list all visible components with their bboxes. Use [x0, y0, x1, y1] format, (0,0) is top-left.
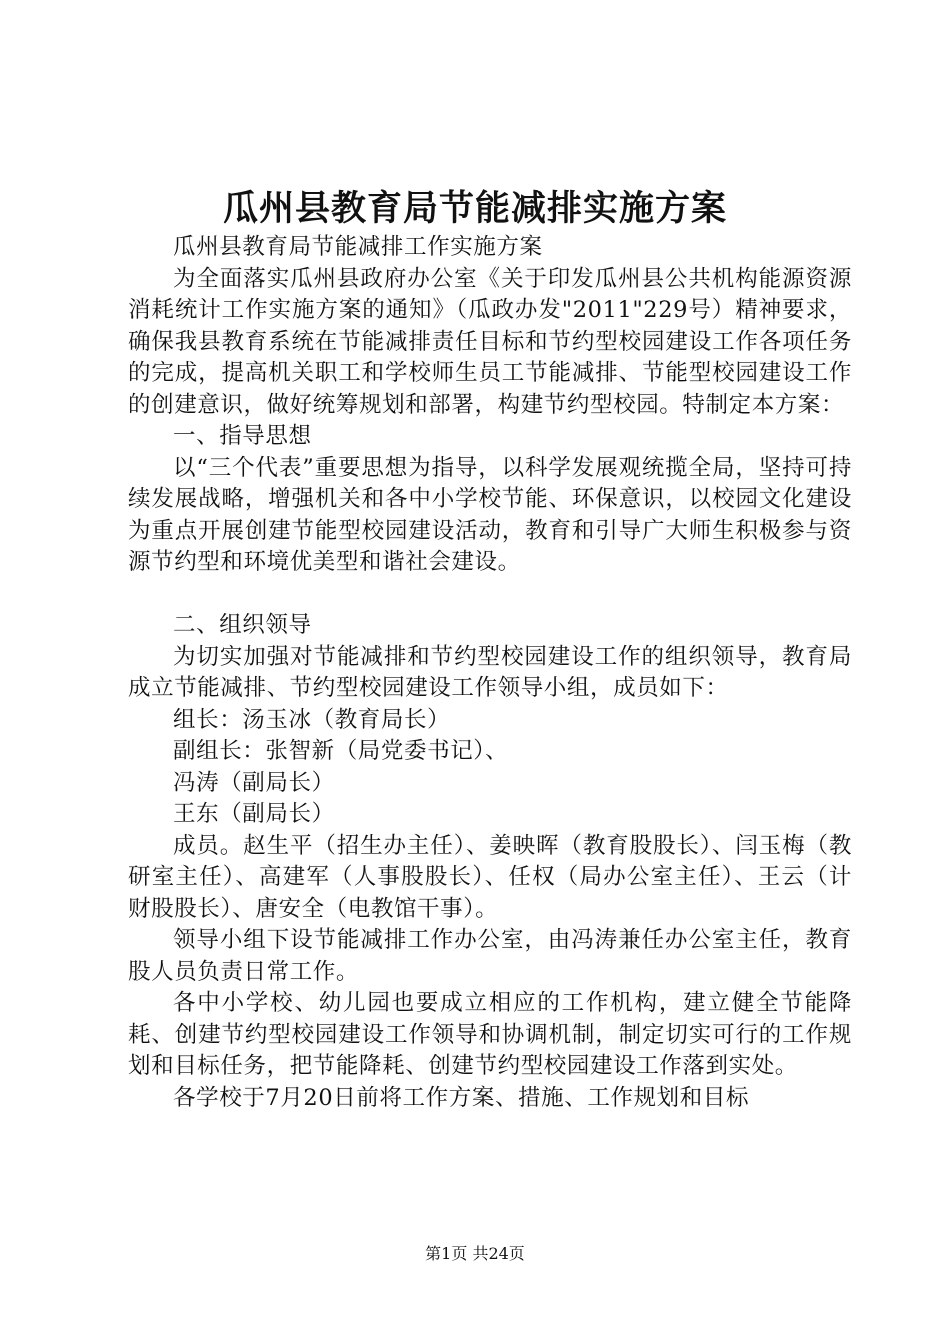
body-paragraph: 领导小组下设节能减排工作办公室，由冯涛兼任办公室主任，教育股人员负责日常工作。 [128, 927, 852, 985]
body-paragraph: 各中小学校、幼儿园也要成立相应的工作机构，建立健全节能降耗、创建节约型校园建设工作领导和协调机制，制定切实可行的工作规划和目标任务，把节能降耗、创建节约型校园建设工作落到实处。 [128, 990, 852, 1079]
section-heading: 二、组织领导 [173, 612, 312, 638]
body-paragraph: 为切实加强对节能减排和节约型校园建设工作的组织领导，教育局成立节能减排、节约型校园建设工作领导小组，成员如下： [128, 643, 852, 701]
page-number: 第1页 共24页 [425, 1244, 525, 1263]
member-line: 冯涛（副局长） [173, 769, 335, 796]
body-paragraph: 为全面落实瓜州县政府办公室《关于印发瓜州县公共机构能源资源消耗统计工作实施方案的通知》（瓜政办发"2011"229号）精神要求，确保我县教育系统在节能减排责任目标和节约型校园建设工作各项任务的完成，提高机关职工和学校师生员工节能减排、节能型校园建设工作的创建意识，做好统筹规划和部署，构建节约型校园。特制定本方案： [128, 265, 852, 418]
member-line: 副组长：张智新（局党委书记）、 [173, 738, 509, 764]
body-paragraph: 各学校于7月20日前将工作方案、措施、工作规划和目标 [173, 1084, 750, 1111]
document-body [128, 232, 852, 1114]
member-line: 组长：汤玉冰（教育局长） [173, 706, 451, 733]
subtitle-paragraph: 瓜州县教育局节能减排工作实施方案 [173, 234, 543, 260]
body-paragraph: 成员。赵生平（招生办主任）、姜映晖（教育股股长）、闫玉梅（教研室主任）、高建军（人事股股长）、任权（局办公室主任）、王云（计财股股长）、唐安全（电教馆干事）。 [128, 832, 852, 922]
body-paragraph: 以“三个代表”重要思想为指导，以科学发展观统揽全局，坚持可持续发展战略，增强机关和各中小学校节能、环保意识，以校园文化建设为重点开展创建节能型校园建设活动，教育和引导广大师生积极参与资源节约型和环境优美型和谐社会建设。 [128, 454, 852, 575]
member-line: 王东（副局长） [173, 801, 335, 827]
document-title: 瓜州县教育局节能减排实施方案 [222, 189, 727, 229]
section-heading: 一、指导思想 [173, 423, 312, 449]
